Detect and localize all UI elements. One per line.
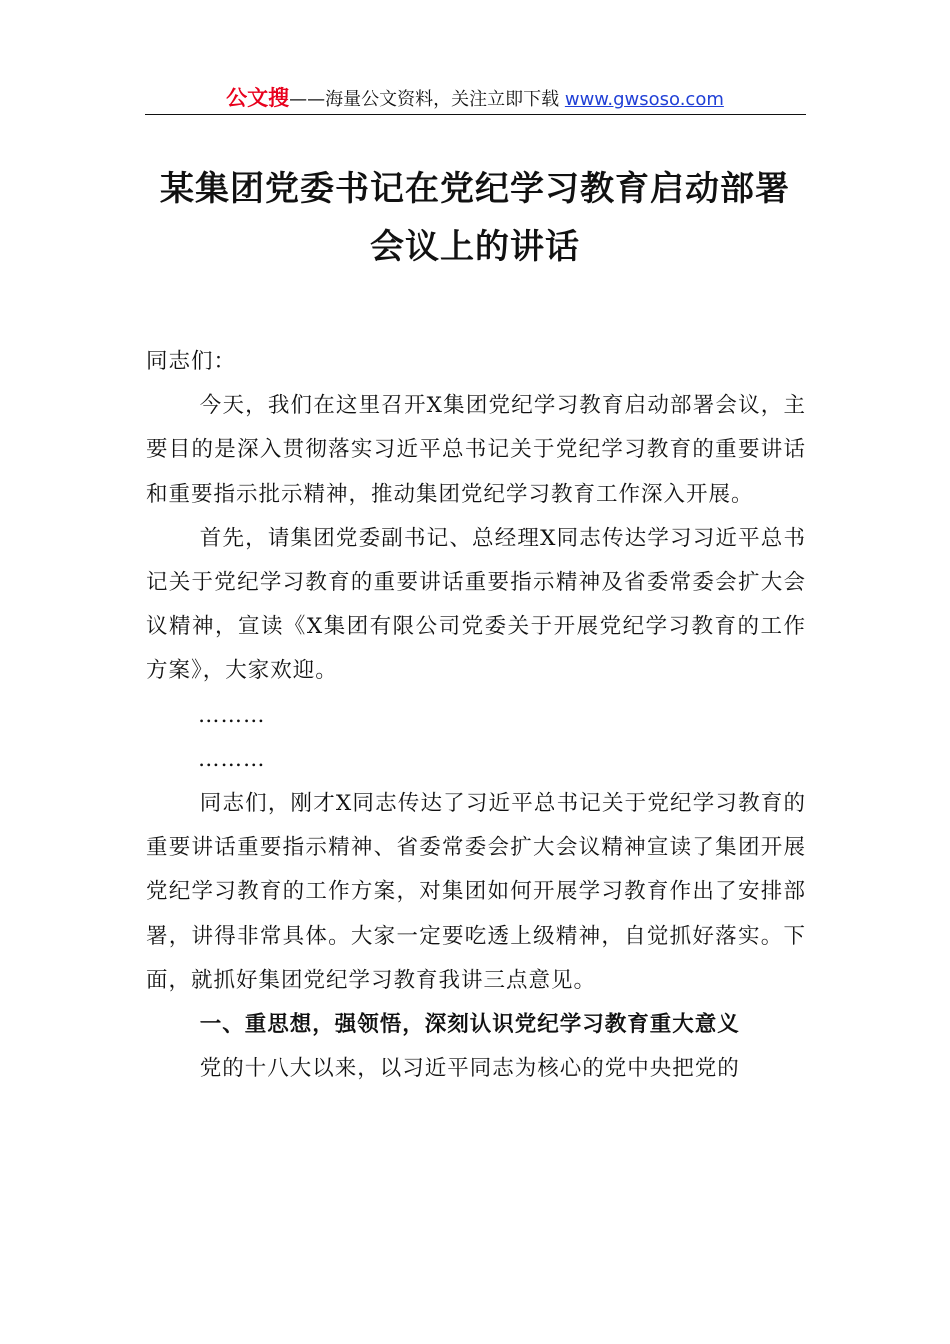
section-1-paragraph: 党的十八大以来，以习近平同志为核心的党中央把党的 [199, 1056, 740, 1082]
document-body [146, 340, 806, 1091]
title-line-1: 某集团党委书记在党纪学习教育启动部署 [160, 169, 790, 209]
section-heading-1: 一、重思想，强领悟，深刻认识党纪学习教育重大意义 [199, 1012, 740, 1038]
paragraph-remarks: 同志们，刚才X同志传达了习近平总书记关于党纪学习教育的重要讲话重要指示精神、省委常委会扩大会议精神宣读了集团开展党纪学习教育的工作方案，对集团如何开展学习教育作出了安排部署，讲得非常具体。大家一定要吃透上级精神，自觉抓好落实。下面，就抓好集团党纪学习教育我讲三点意见。 [146, 791, 806, 993]
paragraph-first: 首先，请集团党委副书记、总经理X同志传达学习习近平总书记关于党纪学习教育的重要讲话重要指示精神及省委常委会扩大会议精神，宣读《X集团有限公司党委关于开展党纪学习教育的工作方案》，大家欢迎。 [146, 525, 806, 684]
paragraph-opening: 今天，我们在这里召开X集团党纪学习教育启动部署会议，主要目的是深入贯彻落实习近平总书记关于党纪学习教育的重要讲话和重要指示批示精神，推动集团党纪学习教育工作深入开展。 [146, 393, 806, 507]
ellipsis-line: ……… [198, 746, 266, 772]
brand-logo-text: 公文搜 [226, 86, 290, 110]
document-title [145, 160, 805, 276]
salutation: 同志们： [146, 349, 237, 374]
header-divider [145, 114, 806, 115]
website-link[interactable]: www.gwsoso.com [564, 89, 724, 110]
title-line-2: 会议上的讲话 [370, 227, 580, 267]
header-tagline: ——海量公文资料，关注立即下载 [289, 89, 565, 110]
page-header [145, 82, 805, 114]
ellipsis-line: ……… [198, 702, 266, 728]
